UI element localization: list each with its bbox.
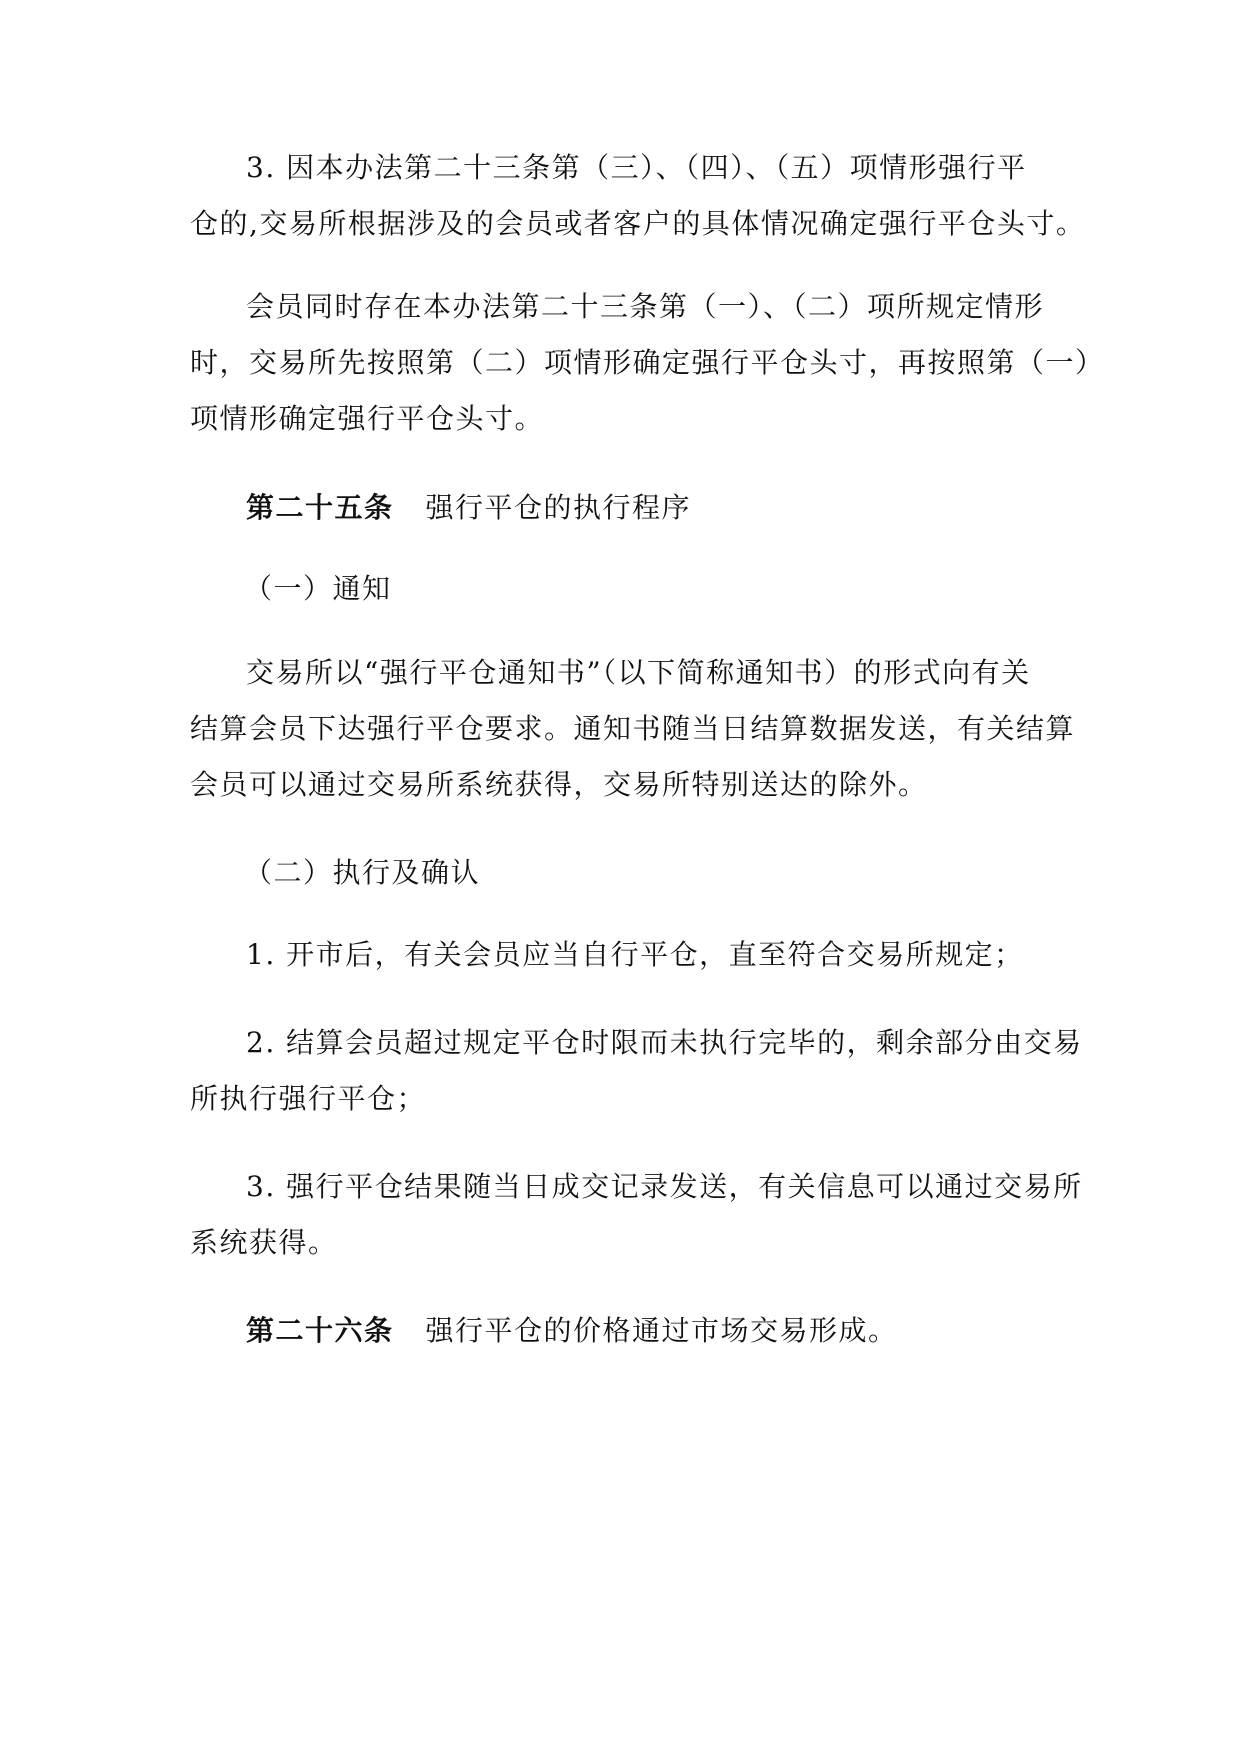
article26-heading [246,1313,898,1349]
article25-heading [246,490,691,526]
para3-line2: 结算会员下达强行平仓要求。通知书随当日结算数据发送，有关结算 [190,712,1076,745]
item2-line2: 所执行强行平仓； [190,1082,427,1115]
para3-line1: 交易所以“强行平仓通知书”（以下简称通知书）的形式向有关 [246,656,1031,689]
para1-line1: 3. 因本办法第二十三条第（三）、（四）、（五）项情形强行平 [246,151,1027,184]
section2-heading: （二）执行及确认 [244,856,481,889]
article25-number: 第二十五条 [246,491,394,524]
article26-title: 强行平仓的价格通过市场交易形成。 [425,1314,898,1347]
item3-line2: 系统获得。 [190,1226,338,1259]
para1-line2: 仓的,交易所根据涉及的会员或者客户的具体情况确定强行平仓头寸。 [190,207,1086,240]
para3-line3: 会员可以通过交易所系统获得，交易所特别送达的除外。 [190,768,928,801]
item1-line: 1. 开市后，有关会员应当自行平仓，直至符合交易所规定； [246,938,1024,971]
item2-line1: 2. 结算会员超过规定平仓时限而未执行完毕的，剩余部分由交易 [246,1026,1083,1059]
para2-line2: 时，交易所先按照第（二）项情形确定强行平仓头寸，再按照第（一） [190,346,1105,379]
para2-line3: 项情形确定强行平仓头寸。 [190,402,545,435]
item3-line1: 3. 强行平仓结果随当日成交记录发送，有关信息可以通过交易所 [246,1170,1083,1203]
article25-title: 强行平仓的执行程序 [425,491,692,524]
para2-line1: 会员同时存在本办法第二十三条第（一）、（二）项所规定情形 [246,290,1045,323]
article26-number: 第二十六条 [246,1314,394,1347]
section1-heading: （一）通知 [244,572,392,605]
